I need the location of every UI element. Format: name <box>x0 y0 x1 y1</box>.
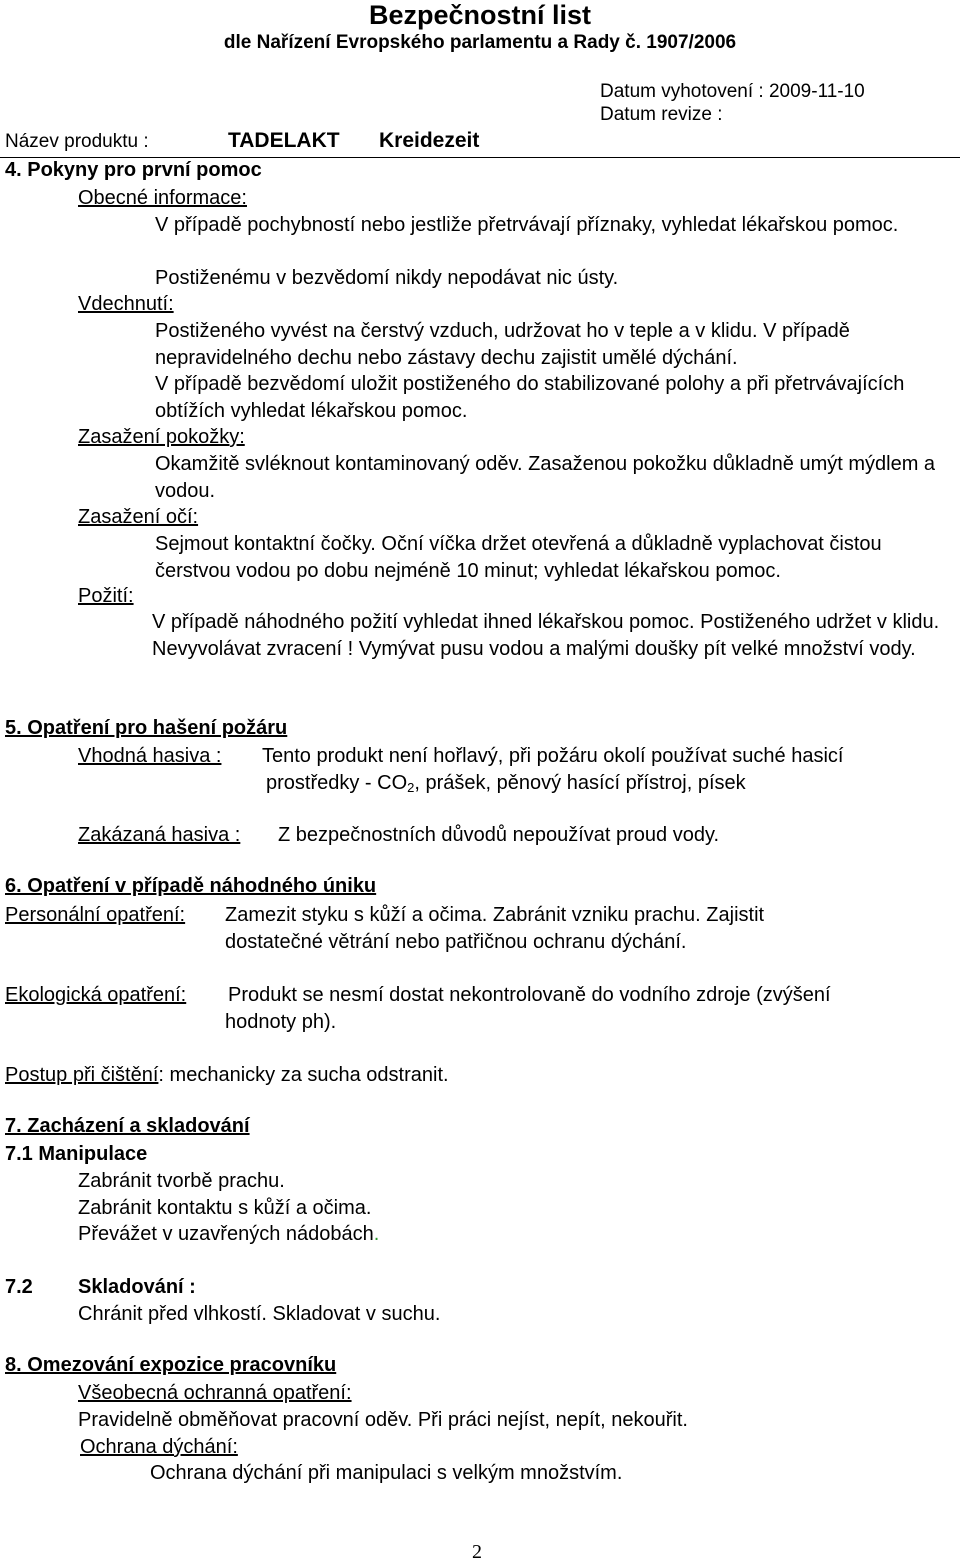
s7-2-text: Chránit před vlhkostí. Skladovat v suchu. <box>78 1303 441 1325</box>
s4-skin-text: Okamžitě svléknout kontaminovaný oděv. Zasaženou pokožku důkladně umýt mýdlem a vodou. <box>155 453 936 502</box>
section-6-title: 6. Opatření v případě náhodného úniku <box>5 875 377 897</box>
s4-ingestion-text: V případě náhodného požití vyhledat ihned lékařskou pomoc. Postiženého udržet v klidu. Nevyvolávat zvracení ! Vymývat pusu vodou a malými doušky pít velké množství vody. <box>152 611 940 660</box>
s4-ingestion-label: Požití: <box>78 585 134 607</box>
s7-2-title: Skladování : <box>78 1276 196 1298</box>
document-title: Bezpečnostní list <box>368 0 592 30</box>
s8-general-text: Pravidelně obměňovat pracovní oděv. Při práci nejíst, nepít, nekouřit. <box>78 1409 688 1431</box>
s5-suitable-text2: prostředky - $CO_2$, prášek, pěnový hasící přístroj, písek <box>266 772 746 795</box>
s7-1-title: 7.1 Manipulace <box>5 1143 148 1165</box>
product-name: TADELAKT <box>228 129 340 152</box>
s6-cleaning-text: : mechanicky za sucha odstranit. <box>158 1064 449 1086</box>
s4-skin-label: Zasažení pokožky: <box>78 426 245 448</box>
s5-forbidden-label: Zakázaná hasiva : <box>78 824 241 846</box>
page-number: 2 <box>472 1541 482 1563</box>
date-revision: Datum revize : <box>600 104 723 125</box>
s6-personal-text1: Zamezit styku s kůží a očima. Zabránit vzniku prachu. Zajistit <box>225 904 765 926</box>
s4-inhalation-text: Postiženého vyvést na čerstvý vzduch, udržovat ho v teple a v klidu. V případě nepravidelného dechu nebo zástavy dechu zajistit umělé dýchání. <box>155 320 850 369</box>
s6-personal-text2: dostatečné větrání nebo patřičnou ochranu dýchání. <box>225 931 687 953</box>
s5-forbidden-text: Z bezpečnostních důvodů nepoužívat proud vody. <box>278 824 720 846</box>
s6-personal-label: Personální opatření: <box>5 904 186 926</box>
section-8-title: 8. Omezování expozice pracovníku <box>5 1354 337 1376</box>
header-divider <box>0 157 960 158</box>
s8-respiratory-text: Ochrana dýchání při manipulaci s velkým množstvím. <box>150 1462 623 1484</box>
s8-general-label: Všeobecná ochranná opatření: <box>78 1382 352 1404</box>
s6-cleaning <box>5 1062 449 1089</box>
s5-suitable-label: Vhodná hasiva : <box>78 745 222 767</box>
product-manufacturer: Kreidezeit <box>379 129 480 152</box>
s4-eye-label: Zasažení očí: <box>78 506 199 528</box>
s4-general-text2: Postiženému v bezvědomí nikdy nepodávat nic ústy. <box>155 267 619 289</box>
s4-inhalation-text2: V případě bezvědomí uložit postiženého do stabilizované polohy a při přetrvávajících obtížích vyhledat lékařskou pomoc. <box>155 373 905 422</box>
s6-eco-text2: hodnoty ph). <box>225 1011 337 1033</box>
s4-general-text: V případě pochybností nebo jestliže přetrvávají příznaky, vyhledat lékařskou pomoc. <box>155 214 899 236</box>
section-7-title: 7. Zacházení a skladování <box>5 1115 250 1137</box>
section-4-title: 4. Pokyny pro první pomoc <box>5 159 262 181</box>
s7-1-line-1: Zabránit tvorbě prachu. <box>78 1170 285 1192</box>
s5-suitable-text1: Tento produkt není hořlavý, při požáru okolí používat suché hasicí <box>262 745 844 767</box>
date-created: Datum vyhotovení : 2009-11-10 <box>600 81 865 102</box>
document-subtitle: dle Nařízení Evropského parlamentu a Rady č. 1907/2006 <box>223 32 737 53</box>
section-5-title: 5. Opatření pro hašení požáru <box>5 717 288 739</box>
s4-eye-text: Sejmout kontaktní čočky. Oční víčka držet otevřená a důkladně vyplachovat čistou čerstvou vodou po dobu nejméně 10 minut; vyhledat lékařskou pomoc. <box>155 533 882 582</box>
s6-eco-text1: Produkt se nesmí dostat nekontrolovaně do vodního zdroje (zvýšení <box>228 984 831 1006</box>
s6-eco-label: Ekologická opatření: <box>5 984 187 1006</box>
product-label: Název produktu : <box>5 131 149 152</box>
s7-2-number: 7.2 <box>5 1276 33 1298</box>
s7-1-line-3: Převážet v uzavřených nádobách. <box>78 1223 380 1245</box>
s7-1-line-2: Zabránit kontaktu s kůží a očima. <box>78 1197 372 1219</box>
s4-inhalation-label: Vdechnutí: <box>78 293 174 315</box>
s4-general-label: Obecné informace: <box>78 187 247 209</box>
s8-respiratory-label: Ochrana dýchání: <box>80 1436 238 1458</box>
s6-cleaning-label: Postup při čištění <box>5 1064 159 1086</box>
